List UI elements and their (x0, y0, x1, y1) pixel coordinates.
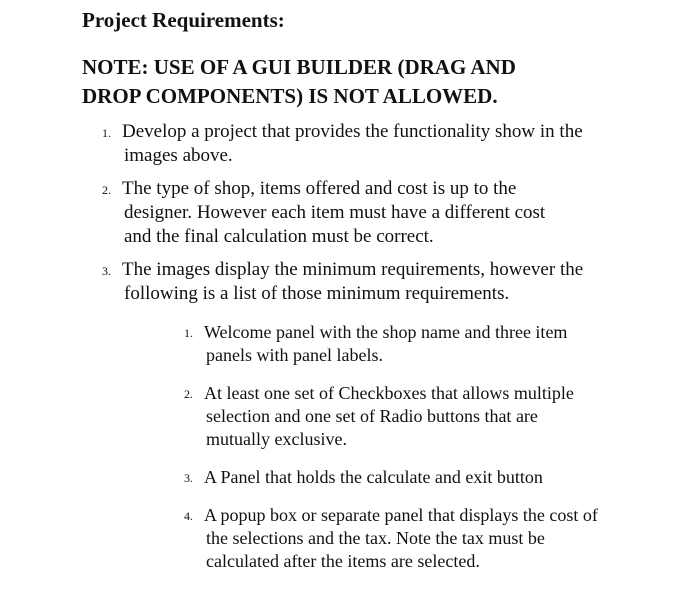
sub-item-text: At least one set of Checkboxes that allows multiple (204, 383, 574, 403)
sub-item-text-continued: selection and one set of Radio buttons that are (206, 406, 538, 426)
note-line-1: NOTE: USE OF A GUI BUILDER (DRAG AND (82, 55, 516, 79)
sub-item-number: 4. (184, 509, 193, 523)
list-item (82, 177, 642, 249)
item-text-continued: images above. (124, 145, 233, 166)
item-text: Develop a project that provides the functionality show in the (122, 121, 583, 142)
sub-item-text: Welcome panel with the shop name and three item (204, 322, 568, 342)
sub-list-item (164, 504, 642, 573)
sub-item-text: A popup box or separate panel that displays the cost of (204, 505, 598, 525)
sub-item-number: 2. (184, 387, 193, 401)
list-item (82, 120, 642, 168)
requirements-list (82, 120, 642, 573)
document (82, 6, 642, 573)
note-heading (82, 53, 642, 111)
sub-item-number: 3. (184, 471, 193, 485)
sub-requirements-list (122, 321, 642, 573)
sub-item-text: A Panel that holds the calculate and exit button (204, 467, 543, 487)
item-number: 3. (102, 264, 111, 278)
sub-list-item (164, 382, 642, 451)
sub-item-text-continued: mutually exclusive. (206, 429, 347, 449)
sub-list-item (164, 466, 642, 489)
item-text-continued: and the final calculation must be correct. (124, 226, 434, 247)
sub-item-number: 1. (184, 326, 193, 340)
sub-item-text-continued: panels with panel labels. (206, 345, 383, 365)
sub-item-text-continued: calculated after the items are selected. (206, 551, 480, 571)
item-number: 1. (102, 126, 111, 140)
item-text: The type of shop, items offered and cost is up to the (122, 178, 517, 199)
item-text: The images display the minimum requirements, however the (122, 259, 584, 280)
item-number: 2. (102, 183, 111, 197)
item-text-continued: designer. However each item must have a different cost (124, 202, 546, 223)
item-text-continued: following is a list of those minimum requirements. (124, 283, 510, 304)
note-line-2: DROP COMPONENTS) IS NOT ALLOWED. (82, 84, 498, 108)
sub-list-item (164, 321, 642, 367)
list-item (82, 258, 642, 573)
document-title: Project Requirements: (82, 8, 285, 32)
sub-item-text-continued: the selections and the tax. Note the tax must be (206, 528, 545, 548)
